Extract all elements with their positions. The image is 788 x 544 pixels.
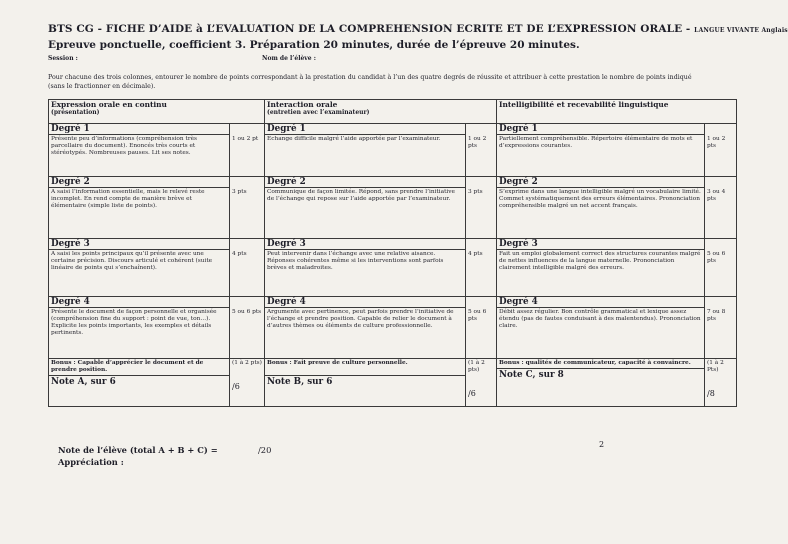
total-max: /20 (258, 445, 272, 455)
session-label: Session : (48, 55, 78, 62)
col-c-degree-4: Degré 4 Débit assez régulier. Bon contrôle grammatical et lexique assez étendu (pas de fautes conduisant à des malentendus). Prononciation claire. (497, 297, 705, 359)
col-b-degree-4-points[interactable]: 5 ou 6 pts (466, 297, 497, 359)
col-a-degree-4: Degré 4 Présente le document de façon personnelle et organisée (compréhension fine du support : point de vue, ton…). Explicite les points importants, les exemples et détails pertinents. (49, 297, 230, 359)
col-b-degree-4: Degré 4 Argumente avec pertinence, peut parfois prendre l’initiative de l’échange et prendre position. Capable de relier le document à d’autres thèmes ou éléments de culture professionnelle. (265, 297, 466, 359)
appreciation-label: Appréciation : (58, 457, 124, 467)
col-b-degree-1-points[interactable]: 1 ou 2 pts (466, 124, 497, 177)
degree-3-row (49, 239, 737, 297)
col-b-degree-3: Degré 3 Peut intervenir dans l’échange avec une relative aisance. Réponses cohérentes même si les interventions sont parfois brèves et maladroites. (265, 239, 466, 297)
col-a-note-max: /6 (232, 382, 240, 392)
col-c-degree-2-points[interactable]: 3 ou 4 pts (705, 177, 737, 239)
col-a-degree-1-points[interactable]: 1 ou 2 pt (230, 124, 265, 177)
col-c-degree-2: Degré 2 S’exprime dans une langue intelligible malgré un vocabulaire limité. Commet systématiquement des erreurs élémentaires. Prononciation compréhensible malgré un net accent français. (497, 177, 705, 239)
col-a-degree-3-points[interactable]: 4 pts (230, 239, 265, 297)
col-b-bonus: Bonus : Fait preuve de culture personnelle. Note B, sur 6 (265, 359, 466, 407)
col-c-degree-4-points[interactable]: 7 ou 8 pts (705, 297, 737, 359)
col-b-note-max: /6 (468, 389, 476, 399)
col-c-note-label: Note C, sur 8 (497, 368, 704, 382)
header-row (49, 100, 737, 124)
col-b-degree-3-points[interactable]: 4 pts (466, 239, 497, 297)
col-c-header: Intelligibilité et recevabilité linguistique (497, 100, 737, 124)
col-b-degree-2: Degré 2 Communique de façon limitée. Répond, sans prendre l’initiative de l’échange qui repose sur l’aide apportée par l’examinateur. (265, 177, 466, 239)
degree-1-row (49, 124, 737, 177)
col-c-degree-3-points[interactable]: 5 ou 6 pts (705, 239, 737, 297)
bonus-note-row (49, 359, 737, 407)
col-a-bonus-points[interactable]: (1 à 2 pts) /6 (230, 359, 265, 407)
col-c-degree-1-points[interactable]: 1 ou 2 pts (705, 124, 737, 177)
col-c-degree-3: Degré 3 Fait un emploi globalement correct des structures courantes malgré de nettes influences de la langue maternelle. Prononciation clairement intelligible malgré des erreurs. (497, 239, 705, 297)
col-c-bonus: Bonus : qualités de communicateur, capacité à convaincre. Note C, sur 8 (497, 359, 705, 407)
col-b-header: Interaction orale (entretien avec l’examinateur) (265, 100, 497, 124)
col-a-header: Expression orale en continu (présentation) (49, 100, 265, 124)
page-mark: 2 (599, 440, 605, 449)
page-subtitle: Epreuve ponctuelle, coefficient 3. Préparation 20 minutes, durée de l’épreuve 20 minutes. (48, 39, 580, 51)
col-a-degree-4-points[interactable]: 5 ou 6 pts (230, 297, 265, 359)
col-b-degree-1: Degré 1 Echange difficile malgré l’aide apportée par l’examinateur. (265, 124, 466, 177)
col-c-note-max: /8 (707, 389, 715, 399)
degree-2-row (49, 177, 737, 239)
col-c-degree-1: Degré 1 Partiellement compréhensible. Répertoire élémentaire de mots et d’expressions courantes. (497, 124, 705, 177)
col-a-degree-2: Degré 2 A saisi l’information essentielle, mais le relevé reste incomplet. En rend compte de manière brève et élémentaire (simple liste de points). (49, 177, 230, 239)
student-name-label: Nom de l’élève : (262, 55, 316, 62)
col-a-note-label: Note A, sur 6 (49, 375, 229, 389)
col-b-degree-2-points[interactable]: 3 pts (466, 177, 497, 239)
degree-4-row (49, 297, 737, 359)
total-label: Note de l’élève (total A + B + C) = (58, 445, 218, 455)
col-a-bonus: Bonus : Capable d’apprécier le document et de prendre position. Note A, sur 6 (49, 359, 230, 407)
instructions: Pour chacune des trois colonnes, entourer le nombre de points correspondant à la prestation du candidat à l’un des quatre degrés de réussite et attribuer à cette prestation le nombre de points indiqué (sans le fractionner en décimale). (48, 74, 692, 90)
col-a-degree-2-points[interactable]: 3 pts (230, 177, 265, 239)
col-b-bonus-points[interactable]: (1 à 2 pts) /6 (466, 359, 497, 407)
col-c-bonus-points[interactable]: (1 à 2 Pts) /8 (705, 359, 737, 407)
page-title: BTS CG - FICHE D’AIDE à L’EVALUATION DE LA COMPREHENSION ECRITE ET DE L’EXPRESSION ORALE - LANGUE VIVANTE Anglais (48, 23, 788, 35)
col-a-degree-1: Degré 1 Présente peu d’informations (compréhension très parcellaire du document). Enoncés très courts et stéréotypés. Nombreuses pauses. Lit ses notes. (49, 124, 230, 177)
evaluation-grid (48, 99, 737, 407)
col-b-note-label: Note B, sur 6 (265, 375, 465, 389)
col-a-degree-3: Degré 3 A saisi les points principaux qu’il présente avec une certaine précision. Discours articulé et cohérent (suite linéaire de points qui s’enchaînent). (49, 239, 230, 297)
